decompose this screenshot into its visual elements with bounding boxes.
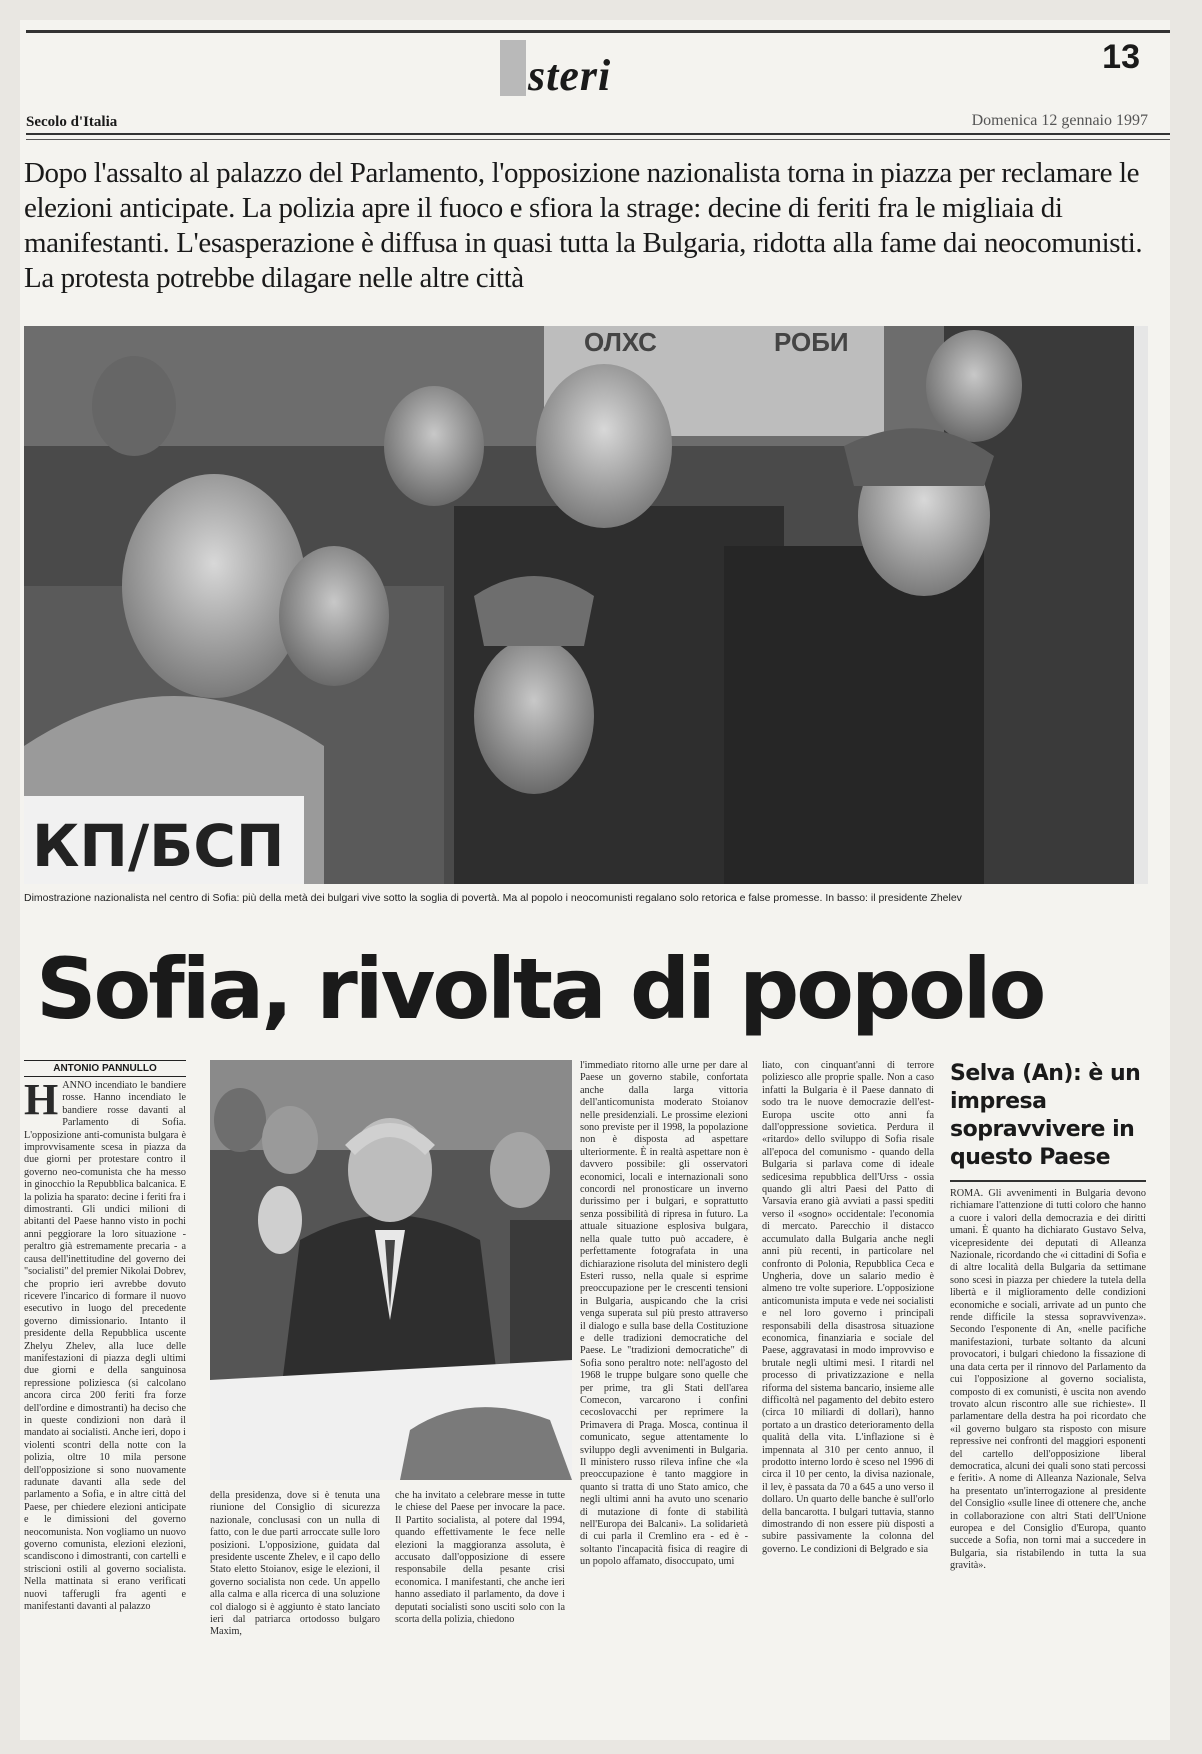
top-rule (26, 30, 1170, 33)
column-2-text: della presidenza, dove si è tenuta una riunione del Consiglio di sicurezza nazionale, conclusasi con un nulla di fatto, con le due parti arroccate sulle loro posizioni. L'opposizione, guidata dal presidente uscente Zhelev, e il capo dello Stato eletto Stoianov, esige le elezioni, il governo socialista non cede. Un appello alla calma e alla ricerca di una soluzione col dialogo si è aggiunto è stato lanciato ieri dal patriarca ortodosso bulgaro Maxim, (210, 1490, 380, 1638)
article-column-5 (762, 1060, 934, 1740)
sign-text: КП/БСП (32, 812, 285, 880)
header-rule-thin (26, 139, 1170, 140)
president-photo (210, 1060, 572, 1480)
crowd-photo-graphic (24, 326, 1148, 884)
sidebar-headline: Selva (An): è un impresa sopravvivere in questo Paese (950, 1061, 1141, 1170)
article-column-1 (24, 1080, 186, 1740)
crowd-photo (24, 326, 1148, 884)
section-name: steri (528, 51, 612, 100)
banner-text-2: РОБИ (774, 327, 849, 357)
column-3-text: che ha invitato a celebrare messe in tutte le chiese del Paese per invocare la pace. Il Partito socialista, al potere dal 1994, quando effettivamente le fece nelle elezioni la maggioranza assoluta, è accusato dall'opposizione di essere responsabile della pesante crisi economica. I manifestanti, che anche ieri hanno assediato il parlamento, da dove i deputati socialisti sono usciti solo con la scorta della polizia, chiedono (395, 1490, 565, 1626)
photo-caption: Dimostrazione nazionalista nel centro di Sofia: più della metà dei bulgari vive sotto la soglia di povertà. Ma al popolo i neocomunisti regalano solo retorica e false promesse. In basso: il presidente Zhelev (24, 892, 962, 904)
president-photo-graphic (210, 1060, 572, 1480)
header-rule (26, 133, 1170, 135)
newspaper-page (20, 20, 1170, 1740)
article-column-4 (580, 1060, 748, 1740)
byline: ANTONIO PANNULLO (24, 1060, 186, 1077)
article-column-3 (395, 1490, 565, 1740)
headline: Sofia, rivolta di popolo (36, 940, 1044, 1038)
deck-text: Dopo l'assalto al palazzo del Parlamento, l'opposizione nazionalista torna in piazza per reclamare le elezioni anticipate. La polizia apre il fuoco e sfiora la strage: decine di feriti fra le migliaia di manifestanti. L'esasperazione è diffusa in quasi tutta la Bulgaria, ridotta alla fame dai neocomunisti. La protesta potrebbe dilagare nelle altre città (24, 157, 1143, 294)
article-column-2 (210, 1490, 380, 1740)
section-title (500, 40, 611, 101)
sidebar-article (950, 1060, 1146, 1728)
issue-date: Domenica 12 gennaio 1997 (971, 112, 1148, 129)
sidebar-body-text: ROMA. Gli avvenimenti in Bulgaria devono richiamare l'attenzione di tutti coloro che hanno a cuore i valori della democrazia e dei diritti umani. È quanto ha dichiarato Gustavo Selva, vicepresidente dei deputati di Alleanza Nazionale, ricordando che «i cittadini di Sofia e di altre località della Bulgaria da settimane sono scesi in piazza per chiedere la tutela della libertà e il miglioramento delle condizioni economiche e sociali, arrivate ad un punto che rende difficile la stessa sopravvivenza». Secondo l'esponente di An, «nelle pacifiche manifestazioni, turbate soltanto da alcuni provocatori, i bulgari chiedono la fissazione di una data certa per il rinnovo del Parlamento da cui l'opposizione al governo socialista, composto di ex comunisti, è uscita non avendo trovato alcun riscontro alle sue richieste». Il parlamentare della destra ha poi ricordato che «il governo bulgaro sta risposto con misure repressive nei confronti del maggiori esponenti del cartello dell'opposizione liberal democratica, alcuni dei quali sono stati percossi e feriti». A nome di Alleanza Nazionale, Selva ha presentato un'interrogazione al presidente del Consiglio «sulle linee di ottenere che, anche in collaborazione con altri Stati dell'Unione europea e del Consiglio d'Europa, quanto succede a Sofia, non torni mai a succedere in Bulgaria, sia ristabilendo in tutta la sua gravità». (950, 1188, 1146, 1572)
sidebar-rule (950, 1180, 1146, 1182)
dropcap: H (24, 1080, 59, 1124)
section-initial (500, 40, 526, 96)
column-5-text: liato, con cinquant'anni di terrore poliziesco alle proprie spalle. Non a caso infatti la Bulgaria è il Paese dannato di sodo tra le nuove democrazie dell'est-Europa uscite otto anni fa dall'oppressione sovietica. Perdura il «ritardo» dello sviluppo di Sofia risale all'epoca del comunismo - quando della Bulgaria si parlava come di ideale sedicesima repubblica dell'Urss - ossia quando gli altri Paesi del Patto di Varsavia erano già avviati a passi spediti verso il «sogno» occidentale: l'economia di mercato. Parecchio il distacco accumulato dalla Bulgaria anche negli anni più recenti, in particolare nel confronto di Polonia, Repubblica Ceca e Ungheria, dove un salario medio è almeno tre volte superiore. L'opposizione anticomunista imputa e vede nei socialisti e nel loro governo i principali responsabili della disastrosa situazione economica, finanziaria e sociale del Paese, aggravatasi in modo improvviso e brutale negli ultimi mesi. I ritardi nel processo di privatizzazione e nella riforma del sistema bancario, insieme alle difficoltà nel pagamento del debito estero (circa 10 miliardi di dollari), hanno portato a un drastico deterioramento della qualità della vita. L'inflazione si è impennata al 310 per cento annuo, il prodotto interno lordo è sceso nel 1996 di circa il 10 per cento, la divisa nazionale, il lev, è passata da 70 a 645 a uno verso il dollaro. Un quarto delle banche è sull'orlo della bancarotta. I bulgari tuttavia, stanno dimostrando di non essere più disposti a subire passivamente la colonna del governo. Le condizioni di Belgrado e sia (762, 1060, 934, 1555)
banner-text-1: ОЛХС (584, 327, 657, 357)
column-1-text: ANNO incendiato le bandiere rosse. Hanno incendiato le bandiere rosse davanti al Parlamento di Sofia. L'opposizione anti-comunista bulgara è improvvisamente scesa in piazza da due giorni per protestare contro il governo neo-comunista che ha messo in ginocchio la Repubblica balcanica. E la polizia ha sparato: decine i feriti fra i dimostranti. Gli undici milioni di abitanti del Paese hanno visto in pochi anni peggiorare la loro situazione - peraltro già estremamente precaria - a causa dell'inettitudine del governo dei "socialisti" del premier Nikolai Dobrev, che proprio ieri avrebbe dovuto ricevere l'incarico di formare il nuovo esecutivo in luogo del precedente governo dimissionario. Intanto il presidente della Repubblica uscente Zhelyu Zhelev, alla luce delle manifestazioni di piazza degli ultimi due giorni e della sanguinosa repressione poliziesca (si calcolano ancora circa 200 feriti fra forze dell'ordine e dimostranti) ha deciso che in queste condizioni non darà il mandato ai socialisti. Anche ieri, dopo i violenti scontri della notte con la polizia, oltre 10 mila persone dell'opposizione si sono nuovamente radunate davanti alla sede del parlamento a Sofia, e in altre città del Paese, per chiedere elezioni anticipate e le dimissioni del governo neocomunista. Non vogliamo un nuovo governo comunista, elezioni elezioni, scandiscono i dimostranti, con cartelli e striscioni ostili al governo socialista. Nella mattinata si erano verificati nuovi tafferugli fra agenti e manifestanti davanti al palazzo (24, 1080, 186, 1613)
masthead: Secolo d'Italia (26, 114, 118, 130)
page-number: 13 (1102, 38, 1140, 76)
column-4-text: l'immediato ritorno alle urne per dare al Paese un governo stabile, confortata anche dalla larga vittoria dell'anticomunista moderato Stoianov nelle presidenziali. Le prossime elezioni sono previste per il 1998, la popolazione non è disposta ad aspettare ulteriormente. È in realtà aspettare non è davvero possibile: gli osservatori economici, locali e internazionali sono concordi nel pronosticare un inverno durissimo per i bulgari, e soprattutto senza possibilità di ripresa in futuro. La attuale situazione esplosiva bulgara, nella quale tutto può accadere, è perfettamente fotografata in una dichiarazione risoluta del ministero degli Esteri russo, nella quale si esprime preoccupazione per le crescenti tensioni in Bulgaria, auspicando che la crisi venga superata sul più presto attraverso il dialogo e sulla base della Costituzione e delle tradizioni democratiche del Paese. Le "tradizioni democratiche" di Sofia sono peraltro note: nell'agosto del 1968 le truppe bulgare sono quelle che per prime, tra gli Stati dell'area Comecon, varcarono i confini cecoslovacchi per reprimere la Primavera di Praga. Mosca, continua il comunicato, segue attentamente lo sviluppo degli avvenimenti in Bulgaria. Il ministero russo rileva infine che «la preoccupazione è tanto maggiore in quanto si tratta di uno Stato amico, che negli ultimi anni ha avuto uno scenario di mutazione di fonte di stabilità nell'Europa dei Balcani». La solidarietà di cui parla il Cremlino era - ed è - soltanto l'incapacità fisica di reagire di un popolo affamato, disoccupato, umi (580, 1060, 748, 1568)
sidebar-body (950, 1188, 1146, 1728)
